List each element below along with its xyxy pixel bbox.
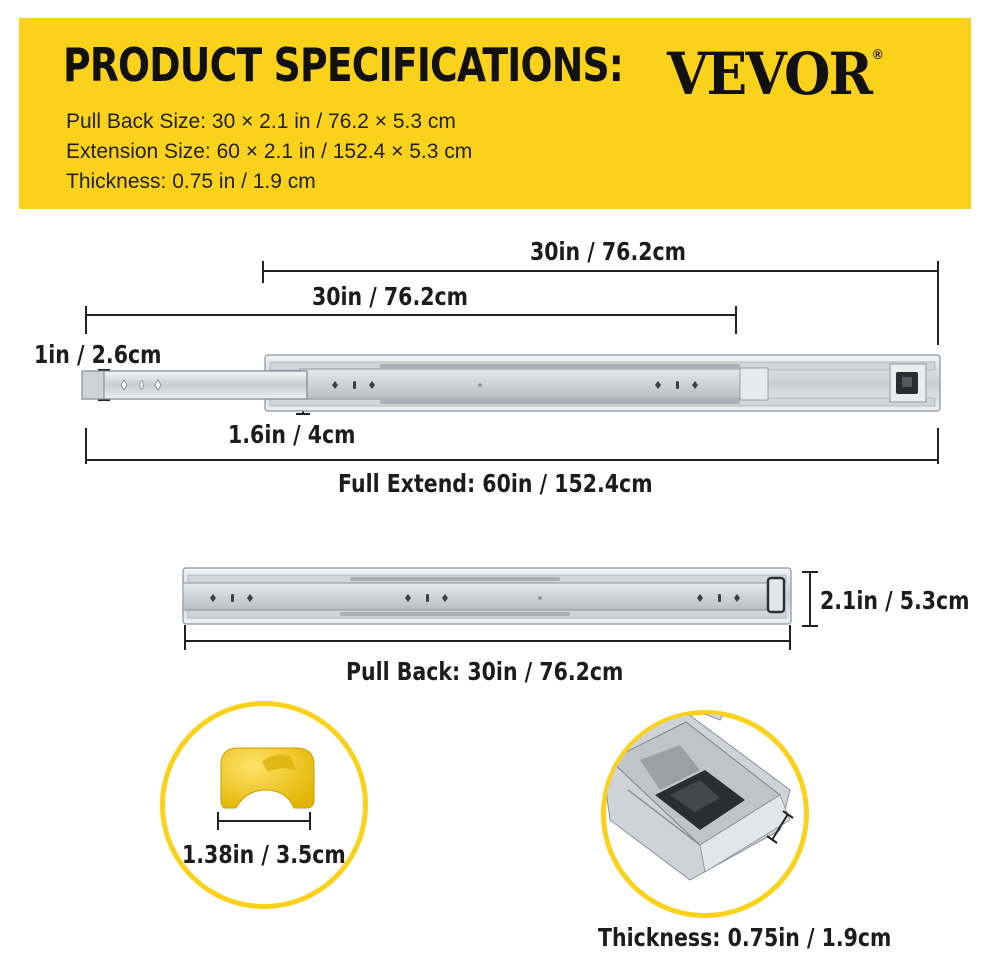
label-top-outer: 30in / 76.2cm	[530, 237, 687, 266]
clip-detail	[160, 701, 368, 909]
label-clip-width: 1.38in / 3.5cm	[182, 840, 346, 869]
label-full-extend: Full Extend: 60in / 152.4cm	[338, 469, 653, 498]
brand-name: VEVOR	[667, 40, 872, 108]
spec-pull-back: Pull Back Size: 30 × 2.1 in / 76.2 × 5.3 cm	[66, 110, 456, 133]
pullback-slide	[183, 568, 791, 624]
label-top-inner: 30in / 76.2cm	[312, 282, 469, 311]
thickness-detail	[600, 700, 809, 918]
label-mid-height: 1.6in / 4cm	[228, 420, 356, 449]
page-title: PRODUCT SPECIFICATIONS:	[63, 38, 624, 92]
label-thickness: Thickness: 0.75in / 1.9cm	[598, 923, 892, 952]
label-end-height: 1in / 2.6cm	[34, 340, 162, 369]
registered-mark: ®	[873, 46, 881, 62]
label-pullback-height: 2.1in / 5.3cm	[820, 586, 970, 615]
spec-extension: Extension Size: 60 × 2.1 in / 152.4 × 5.3 cm	[66, 140, 473, 163]
spec-thickness: Thickness: 0.75 in / 1.9 cm	[66, 170, 316, 193]
label-pullback-length: Pull Back: 30in / 76.2cm	[346, 657, 624, 686]
extended-slide	[82, 355, 940, 411]
